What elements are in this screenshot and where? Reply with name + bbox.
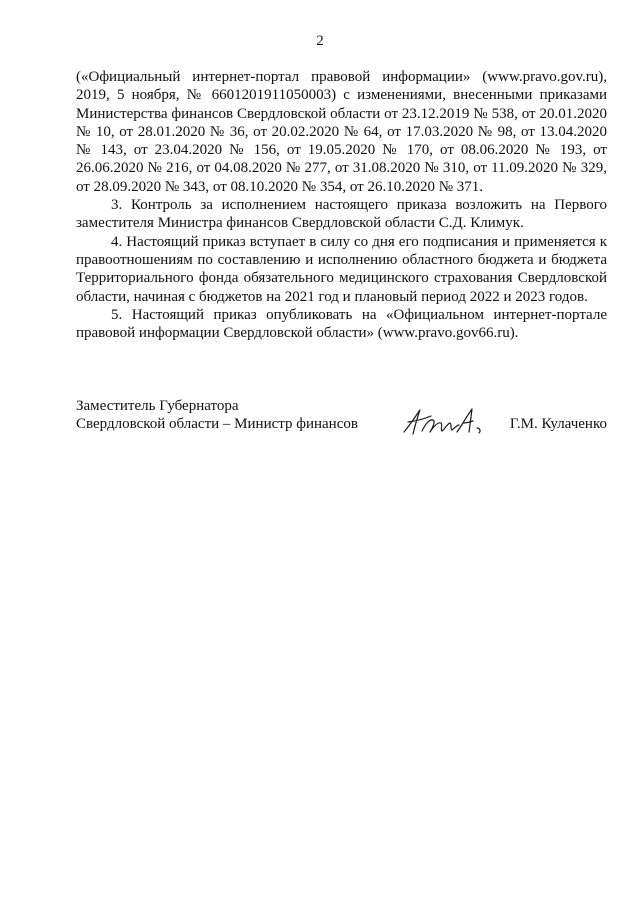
page-number: 2 — [316, 33, 324, 49]
paragraph-5-publication: 5. Настоящий приказ опубликовать на «Официальном интернет-портале правовой информации Свердловской области» (www.pravo.gov66.ru). — [76, 306, 607, 342]
signatory-name: Г.М. Кулаченко — [509, 416, 607, 432]
handwritten-signature-icon — [400, 405, 492, 439]
document-body — [76, 68, 607, 342]
signature-block — [76, 397, 607, 447]
signatory-title-line-1: Заместитель Губернатора — [76, 398, 239, 414]
signatory-title-line-2: Свердловской области – Министр финансов — [76, 416, 358, 433]
paragraph-amendments: («Официальный интернет-портал правовой информации» (www.pravo.gov.ru), 2019, 5 ноября, № 6601201911050003) с изменениями, внесенными приказами Министерства финансов Свердловской области от 23.12.2019 № 538, от 20.01.2020 № 10, от 28.01.2020 № 36, от 20.02.2020 № 64, от 17.03.2020 № 98, от 13.04.2020 № 143, от 23.04.2020 № 156, от 19.05.2020 № 170, от 08.06.2020 № 193, от 26.06.2020 № 216, от 04.08.2020 № 277, от 31.08.2020 № 310, от 11.09.2020 № 329, от 28.09.2020 № 343, от 08.10.2020 № 354, от 26.10.2020 № 371. — [76, 69, 607, 195]
signatory-title — [76, 397, 358, 434]
paragraph-3-control: 3. Контроль за исполнением настоящего приказа возложить на Первого заместителя Министра финансов Свердловской области С.Д. Климук. — [76, 197, 607, 232]
paragraph-4-effective-date: 4. Настоящий приказ вступает в силу со дня его подписания и применяется к правоотношениям по составлению и исполнению областного бюджета и бюджета Территориального фонда обязательного медицинского страхования Свердловской области, начиная с бюджетов на 2021 год и плановый период 2022 и 2023 годов. — [76, 233, 607, 305]
